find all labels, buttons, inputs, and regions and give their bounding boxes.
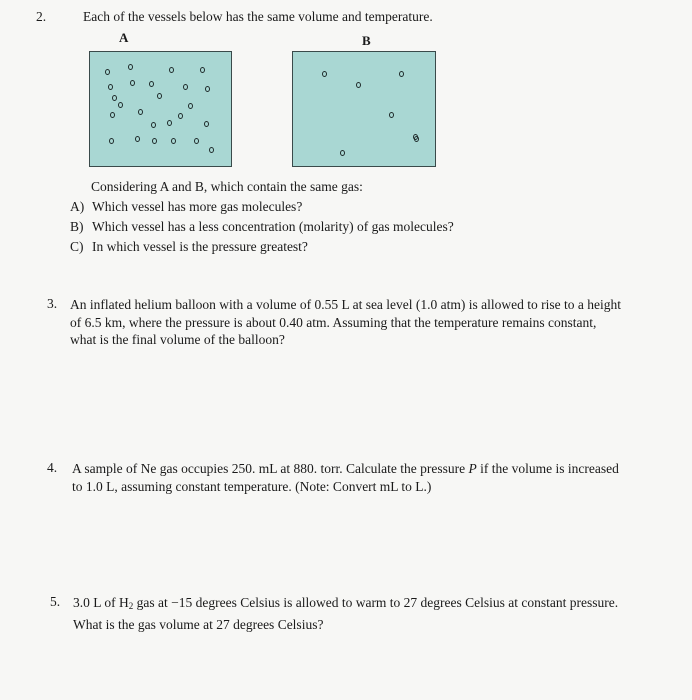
q4-line-2: to 1.0 L, assuming constant temperature. (Note: Convert mL to L.) (72, 478, 432, 494)
gas-molecule (389, 112, 394, 118)
gas-molecule (414, 136, 419, 142)
q5-number: 5. (50, 594, 61, 609)
gas-molecule (130, 80, 135, 86)
vessel-a-label: A (119, 30, 129, 45)
gas-molecule (178, 113, 183, 119)
q2-prompt: Each of the vessels below has the same volume and temperature. (83, 9, 433, 24)
q5-h2-subscript: 2 (128, 601, 134, 611)
gas-molecule (200, 67, 205, 73)
q4-line-1-start: A sample of Ne gas occupies 250. mL at 880. torr. Calculate the pressure (72, 461, 466, 476)
gas-molecule (194, 138, 199, 144)
vessel-b-label: B (362, 33, 371, 48)
gas-molecule (188, 103, 193, 109)
gas-molecule (151, 122, 156, 128)
gas-molecule (399, 71, 404, 77)
q4-pressure-variable: P (468, 461, 477, 476)
gas-molecule (204, 121, 209, 127)
q2-part-c-text: In which vessel is the pressure greatest? (92, 239, 308, 254)
q4-line-1-end: if the volume is increased (480, 461, 619, 476)
q2-number: 2. (36, 9, 47, 24)
gas-molecule (322, 71, 327, 77)
q4-number: 4. (47, 460, 58, 475)
q3-line-1: An inflated helium balloon with a volume of 0.55 L at sea level (1.0 atm) is allowed to rise to a height (70, 297, 621, 312)
gas-molecule (169, 67, 174, 73)
q5-line-1-start: 3.0 L of H (73, 595, 129, 610)
vessel-a (89, 51, 232, 167)
q4-line-1 (72, 460, 619, 478)
q4-text (72, 460, 619, 495)
q3-line-3: what is the final volume of the balloon? (70, 332, 285, 347)
q3-line-2: of 6.5 km, where the pressure is about 0.40 atm. Assuming that the temperature remains constant, (70, 314, 597, 330)
gas-molecule (171, 138, 176, 144)
gas-molecule (152, 138, 157, 144)
gas-molecule (205, 86, 210, 92)
gas-molecule (118, 102, 123, 108)
q2-intro: Considering A and B, which contain the same gas: (91, 179, 363, 194)
gas-molecule (138, 109, 143, 115)
q5-text (73, 594, 618, 633)
gas-molecule (105, 69, 110, 75)
gas-molecule (108, 84, 113, 90)
q2-part-b-letter: B) (70, 219, 84, 234)
q3-text (70, 296, 621, 349)
q2-part-a-letter: A) (70, 199, 85, 214)
q2-part-c-letter: C) (70, 239, 84, 254)
gas-molecule (135, 136, 140, 142)
q2-part-a-text: Which vessel has more gas molecules? (92, 199, 303, 214)
q3-number: 3. (47, 296, 58, 311)
gas-molecule (110, 112, 115, 118)
gas-molecule (109, 138, 114, 144)
vessel-b (292, 51, 436, 167)
gas-molecule (157, 93, 162, 99)
gas-molecule (128, 64, 133, 70)
gas-molecule (183, 84, 188, 90)
gas-molecule (209, 147, 214, 153)
gas-molecule (112, 95, 117, 101)
q2-part-b-text: Which vessel has a less concentration (molarity) of gas molecules? (92, 219, 454, 234)
q5-line-1 (73, 594, 618, 616)
gas-molecule (340, 150, 345, 156)
gas-molecule (149, 81, 154, 87)
q5-line-2: What is the gas volume at 27 degrees Celsius? (73, 616, 324, 632)
gas-molecule (356, 82, 361, 88)
gas-molecule (167, 120, 172, 126)
q5-line-1-end: gas at −15 degrees Celsius is allowed to warm to 27 degrees Celsius at constant pressure. (133, 595, 619, 610)
